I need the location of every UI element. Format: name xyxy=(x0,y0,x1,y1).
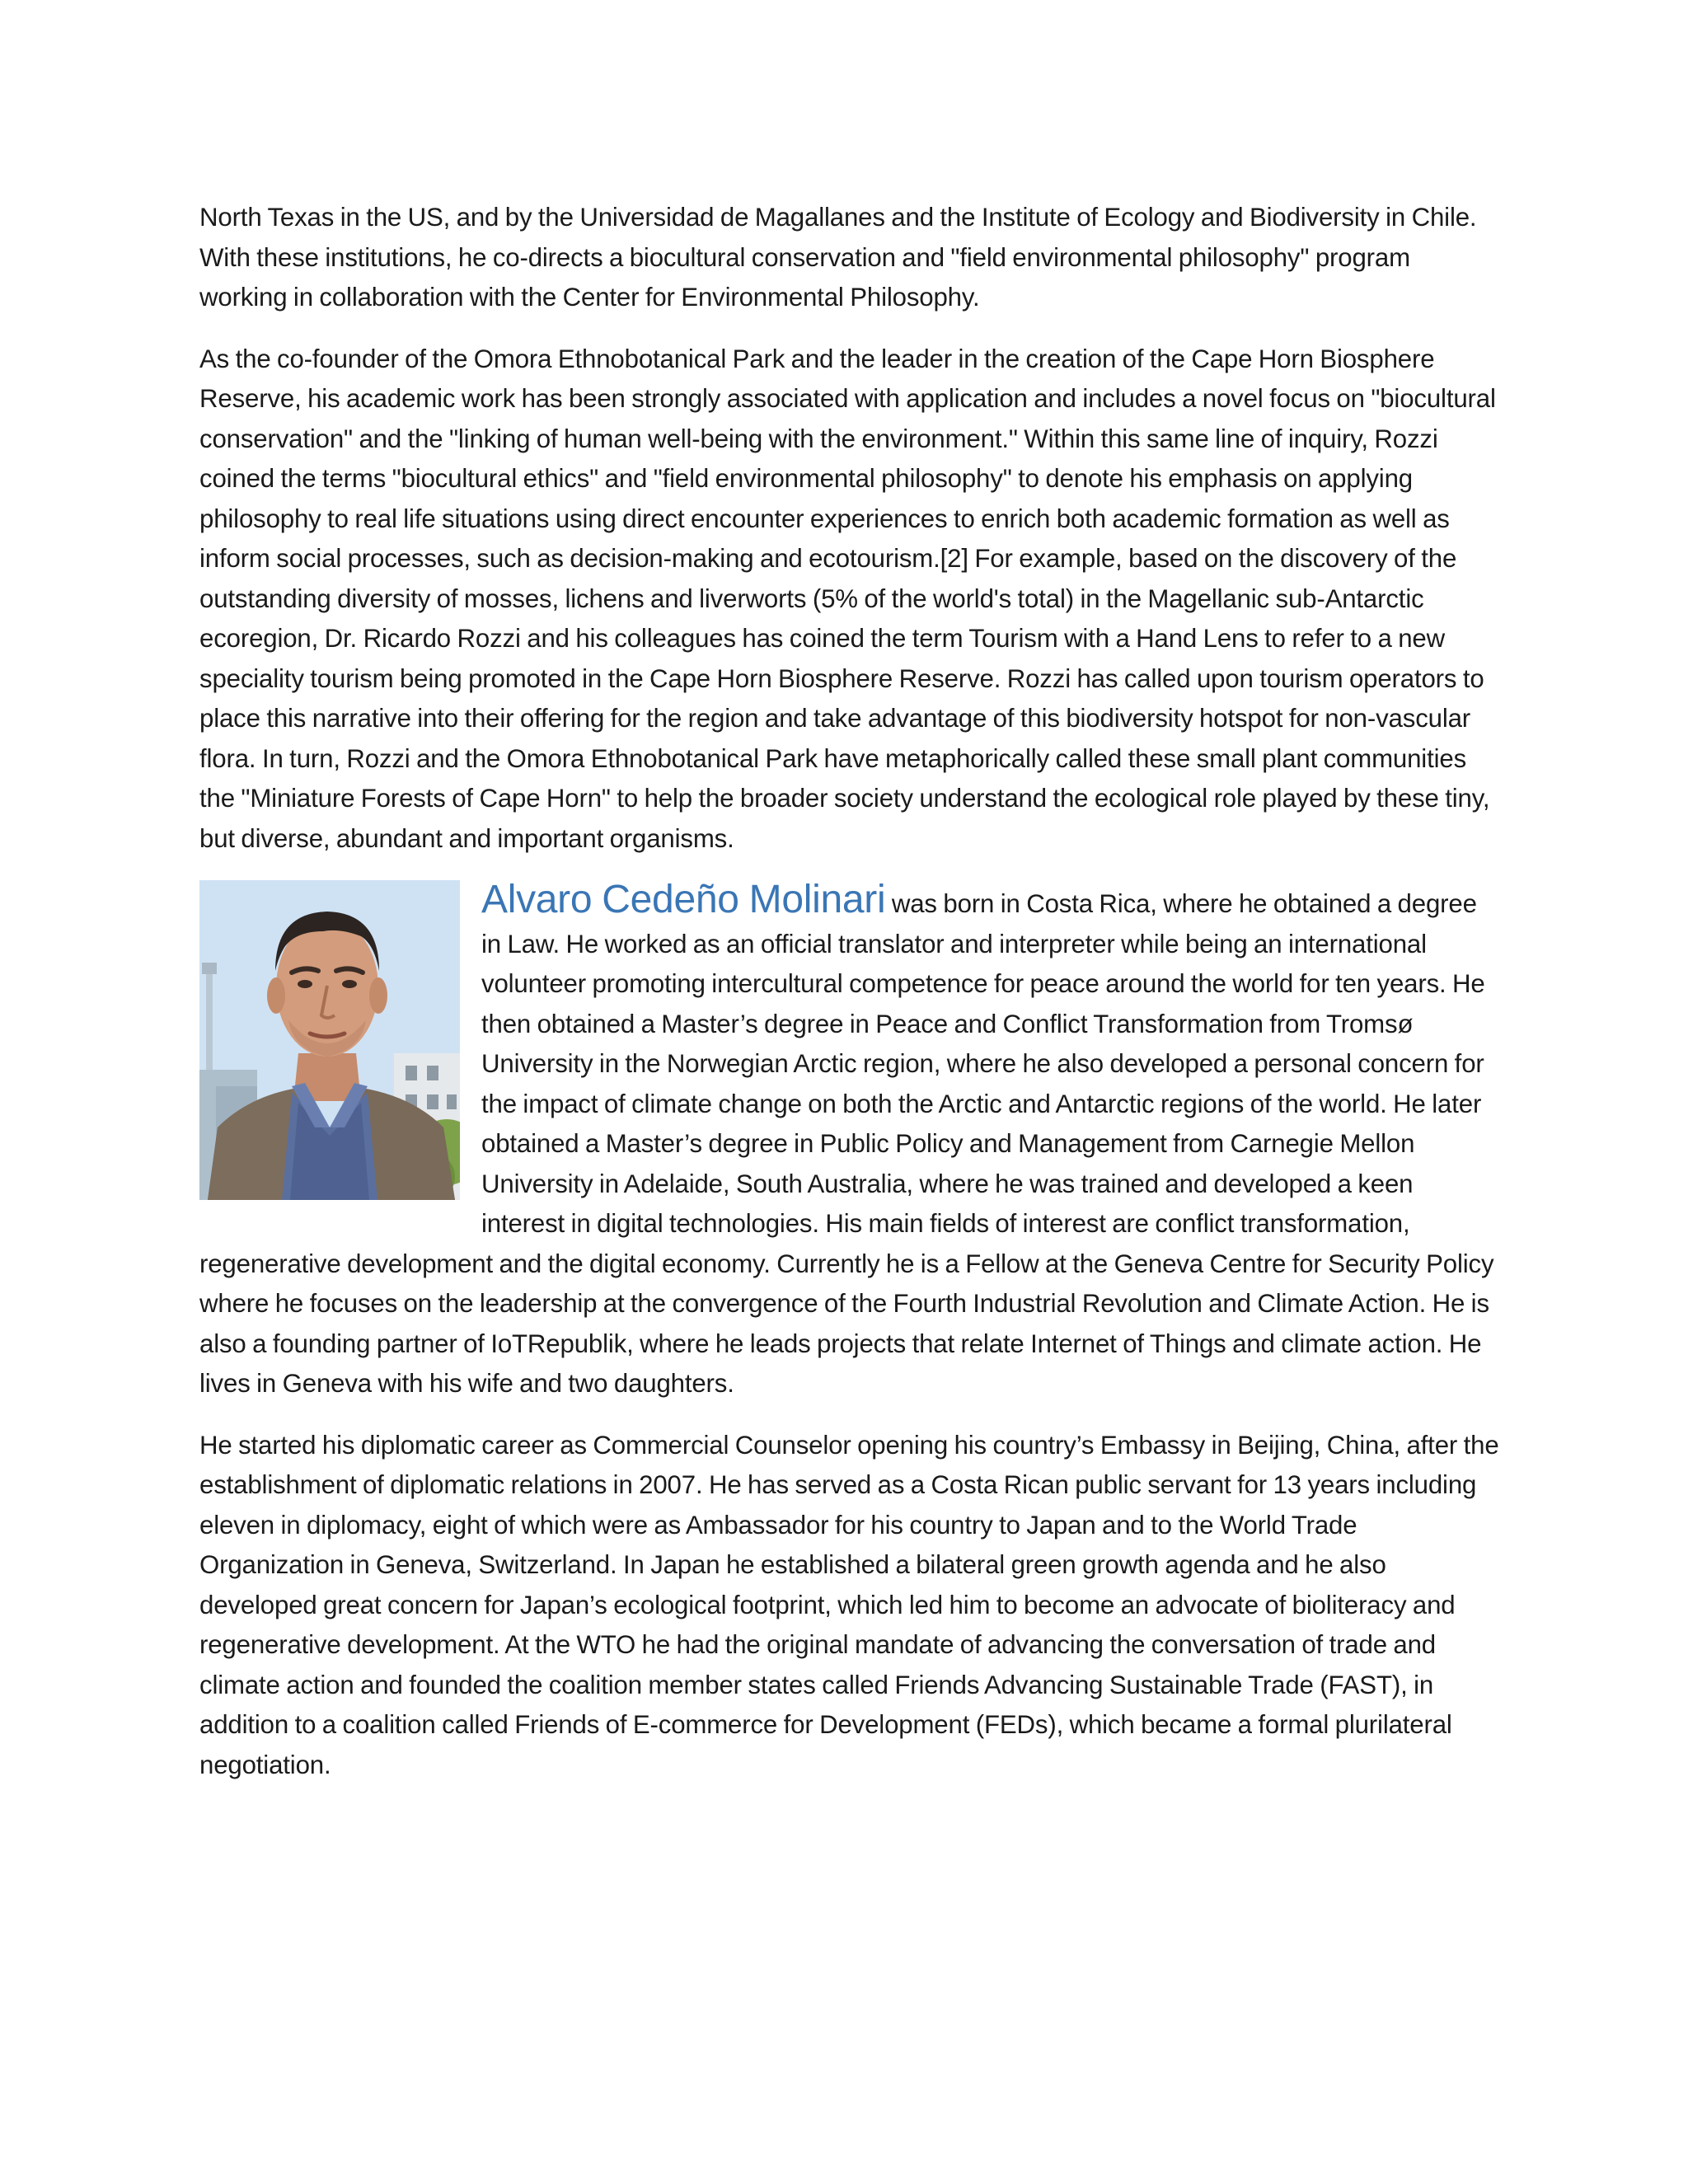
bio-name-heading: Alvaro Cedeño Molinari xyxy=(481,878,886,921)
portrait-photo xyxy=(199,880,460,1200)
paragraph-diplomatic-career: He started his diplomatic career as Commercial Counselor opening his country’s Embassy in Beijing, China, after the establishment of diplomatic relations in 2007. He has served as a Costa Rican public servant for 13 years including eleven in diplomacy, eight of which were as Ambassador for his country to Japan and to the World Trade Organization in Geneva, Switzerland. In Japan he established a bilateral green growth agenda and he also developed great concern for Japan’s ecological footprint, which led him to become an advocate of bioliteracy and regenerative development. At the WTO he had the original mandate of advancing the conversation of trade and climate action and founded the coalition member states called Friends Advancing Sustainable Trade (FAST), in addition to a coalition called Friends of E-commerce for Development (FEDs), which became a formal plurilateral negotiation. xyxy=(199,1430,1499,1779)
bio-text: was born in Costa Rica, where he obtained a degree in Law. He worked as an official translator and interpreter while being an international volunteer promoting intercultural competence for peace around the world for ten years. He then obtained a Master’s degree in Peace and Conflict Transformation from Tromsø University in the Norwegian Arctic region, where he also developed a personal concern for the impact of climate change on both the Arctic and Antarctic regions of the world. He later obtained a Master’s degree in Public Policy and Management from Carnegie Mellon University in Adelaide, South Australia, where he was trained and developed a keen interest in digital technologies. His main fields of interest are conflict transformation, regenerative development and the digital economy. Currently he is a Fellow at the Geneva Centre for Security Policy where he focuses on the leadership at the convergence of the Fourth Industrial Revolution and Climate Action. He is also a founding partner of IoTRepublik, where he leads projects that relate Internet of Things and climate action. He lives in Geneva with his wife and two daughters. xyxy=(199,889,1494,1398)
paragraph-rozzi-institutions: North Texas in the US, and by the Universidad de Magallanes and the Institute of Ecology and Biodiversity in Chile. With these institutions, he co-directs a biocultural conservation and "field environmental philosophy" program working in collaboration with the Center for Environmental Philosophy. xyxy=(199,203,1477,312)
paragraph-rozzi-biocultural: As the co-founder of the Omora Ethnobotanical Park and the leader in the creation of the Cape Horn Biosphere Reserve, his academic work has been strongly associated with application and includes a novel focus on "biocultural conservation" and the "linking of human well-being with the environment." Within this same line of inquiry, Rozzi coined the terms "biocultural ethics" and "field environmental philosophy" to denote his emphasis on applying philosophy to real life situations using direct encounter experiences to enrich both academic formation as well as inform social processes, such as decision-making and ecotourism.[2] For example, based on the discovery of the outstanding diversity of mosses, lichens and liverworts (5% of the world's total) in the Magellanic sub-Antarctic ecoregion, Dr. Ricardo Rozzi and his colleagues has coined the term Tourism with a Hand Lens to refer to a new speciality tourism being promoted in the Cape Horn Biosphere Reserve. Rozzi has called upon tourism operators to place this narrative into their offering for the region and take advantage of this biodiversity hotspot for non-vascular flora. In turn, Rozzi and the Omora Ethnobotanical Park have metaphorically called these small plant communities the "Miniature Forests of Cape Horn" to help the broader society understand the ecological role played by these tiny, but diverse, abundant and important organisms. xyxy=(199,344,1496,853)
bio-section xyxy=(199,880,1502,1404)
page-content xyxy=(199,198,1502,1785)
